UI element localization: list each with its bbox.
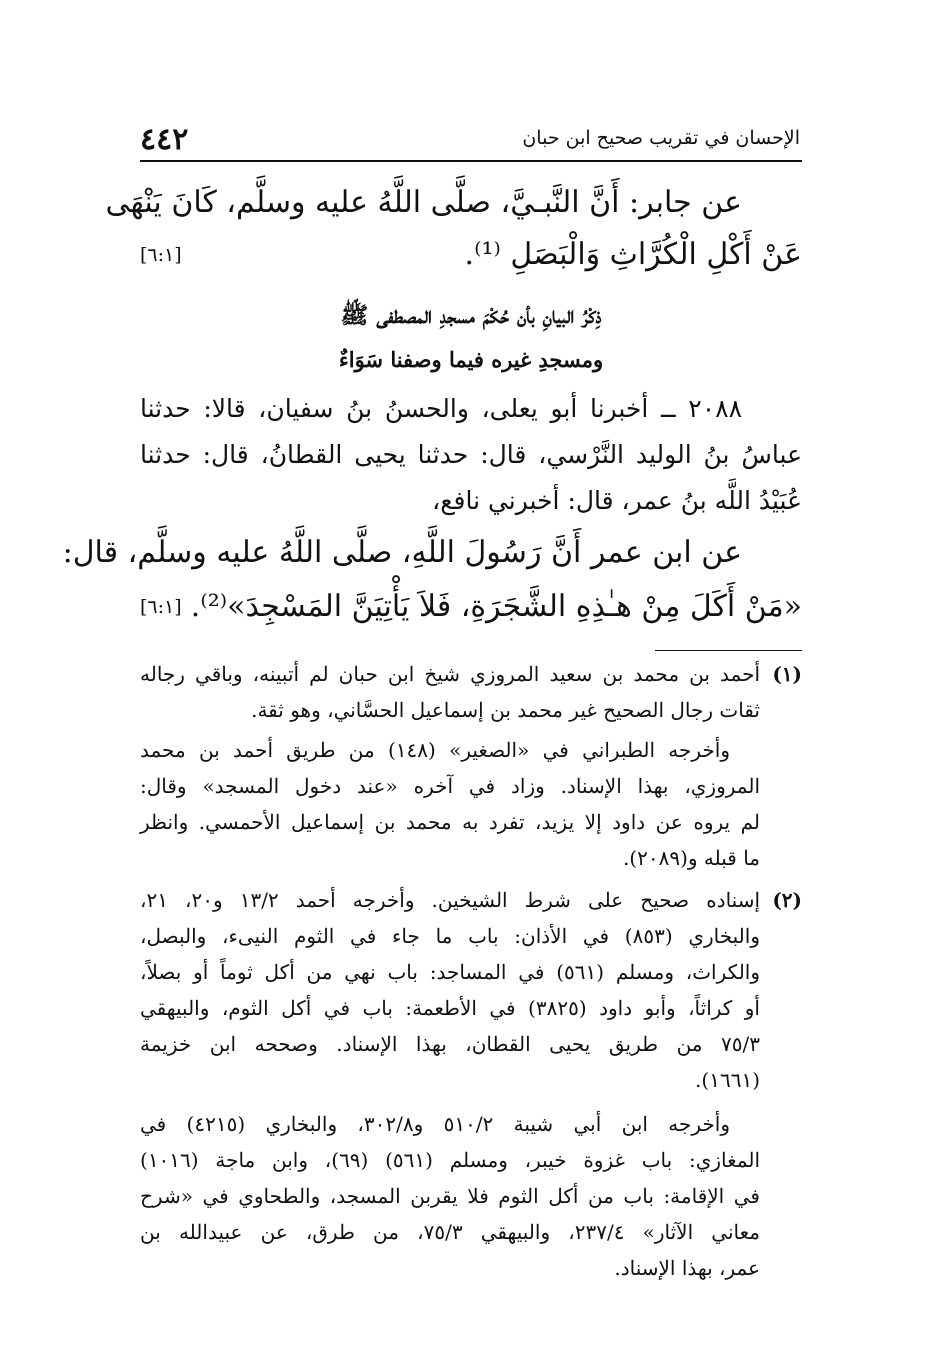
- section-subheading: ومسجدِ غيره فيما وصفنا سَوَاءٌ: [338, 347, 604, 372]
- footnote-line: المغازي: باب غزوة خيبر، ومسلم (٥٦١) (٦٩)، وابن ماجة (١٠١٦): [140, 1148, 760, 1172]
- footnote-line: معاني الآثار» ٢٣٧/٤، والبيهقي ٧٥/٣، من طرق، عن عبيدالله بن: [140, 1220, 760, 1244]
- footnote-line: وأخرجه الطبراني في «الصغير» (١٤٨) من طريق أحمد بن محمد: [140, 738, 730, 762]
- footnote-line: إسناده صحيح على شرط الشيخين. وأخرجه أحمد ١٣/٢ و٢٠، ٢١،: [140, 888, 761, 912]
- footnote-line: المروزي، بهذا الإسناد. وزاد في آخره «عند دخول المسجد» وقال:: [140, 774, 760, 798]
- footnote-line: عمر، بهذا الإسناد.: [614, 1256, 760, 1280]
- footnote-line: في الإقامة: باب من أكل الثوم فلا يقربن المسجد، والطحاوي في «شرح: [140, 1184, 760, 1208]
- footnote-line: والكراث، ومسلم (٥٦١) في المساجد: باب نهي من أكل ثوماً أو بصلاً،: [140, 960, 760, 984]
- running-title: الإحسان في تقريب صحيح ابن حبان: [522, 127, 800, 149]
- footnote-line: أو كراثاً، وأبو داود (٣٨٢٥) في الأطعمة: باب في أكل الثوم، والبيهقي: [140, 996, 760, 1020]
- footnote-line: ثقات رجال الصحيح غير محمد بن إسماعيل الحسَّاني، وهو ثقة.: [251, 698, 760, 722]
- hadith-text-line: «مَنْ أَكَلَ مِنْ هـٰذِهِ الشَّجَرَةِ، فَلاَ يَأْتِيَنَّ المَسْجِدَ»⁽²⁾.: [190, 589, 802, 624]
- hadith-text-line: عَنْ أَكْلِ الْكُرَّاثِ وَالْبَصَلِ ⁽¹⁾.: [464, 237, 802, 272]
- hadith-reference: [٦:١]: [140, 244, 182, 266]
- hadith-text-line: عن ابن عمر أَنَّ رَسُولَ اللَّهِ، صلَّى اللَّهُ عليه وسلَّم، قال:: [62, 535, 742, 570]
- footnote-line: وأخرجه ابن أبي شيبة ٥١٠/٢ و٣٠٢/٨، والبخاري (٤٢١٥) في: [140, 1112, 730, 1136]
- footnote-line: لم يروه عن داود إلا يزيد، تفرد به محمد بن إسماعيل الأحمسي. وانظر: [140, 810, 760, 834]
- footnote-rule: [655, 650, 802, 651]
- section-heading: ذِكْرُ البيانِ بأن حُكْمَ مسجدِ المصطفى ﷺ: [340, 302, 602, 329]
- header-rule: [140, 160, 802, 162]
- footnote-line: (١٦٦١).: [695, 1068, 760, 1092]
- hadith-chain-line: عباسُ بنُ الوليد النَّرْسي، قال: حدثنا يحيى القطانُ، قال: حدثنا: [140, 440, 802, 469]
- hadith-reference: [٦:١]: [140, 596, 182, 618]
- hadith-chain-line: ٢٠٨٨ ــ أخبرنا أبو يعلى، والحسنُ بنُ سفيان، قالا: حدثنا: [140, 394, 742, 423]
- hadith-text-line: عن جابر: أَنَّ النَّبـيَّ، صلَّى اللَّهُ عليه وسلَّم، كَانَ يَنْهَى: [105, 185, 742, 220]
- footnote-number: (١): [772, 662, 802, 686]
- footnote-line: أحمد بن محمد بن سعيد المروزي شيخ ابن حبان لم أتبينه، وباقي رجاله: [140, 662, 760, 686]
- footnote-line: والبخاري (٨٥٣) في الأذان: باب ما جاء في الثوم النيىء، والبصل،: [140, 924, 760, 948]
- footnote-line: ما قبله و(٢٠٨٩).: [622, 846, 760, 870]
- footnote-line: ٧٥/٣ من طريق يحيى القطان، بهذا الإسناد. وصححه ابن خزيمة: [140, 1032, 760, 1056]
- footnote-number: (٢): [772, 888, 802, 912]
- hadith-chain-line: عُبَيْدُ اللَّه بنُ عمر، قال: أخبرني نافع،: [432, 486, 802, 515]
- page-number: ٤٤٢: [140, 122, 189, 157]
